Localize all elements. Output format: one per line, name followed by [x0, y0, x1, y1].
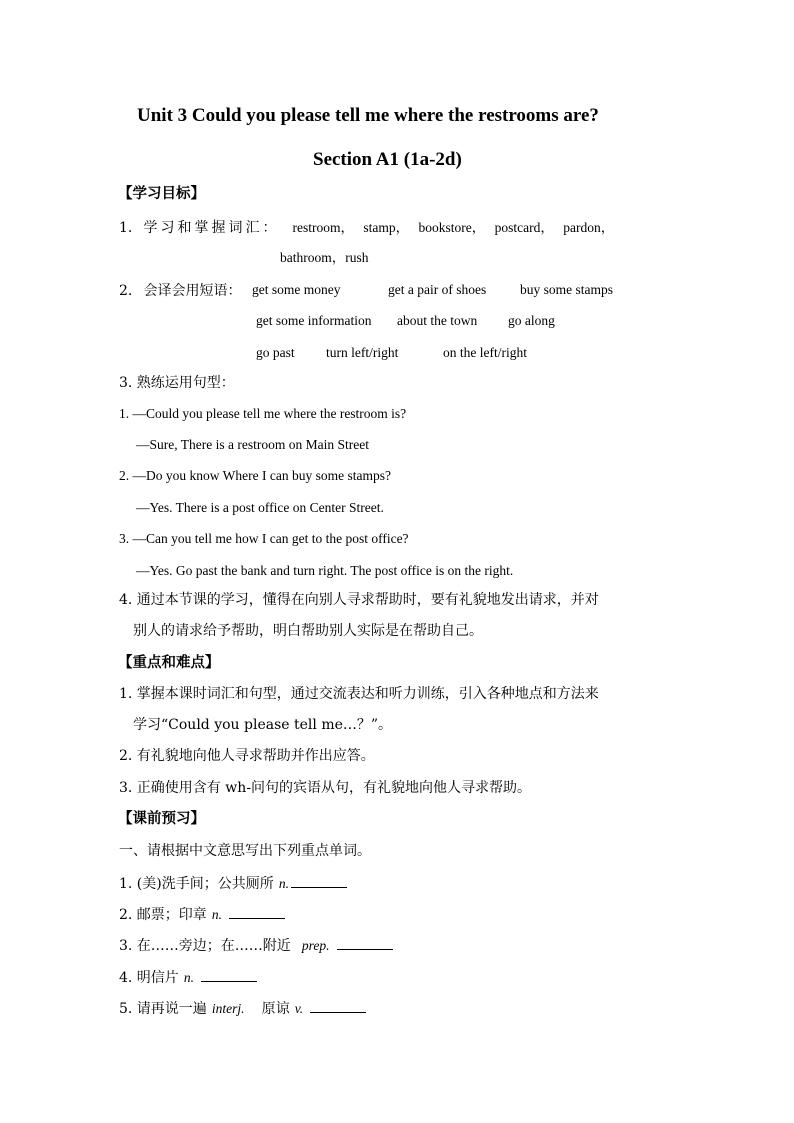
preview-item-5-pos-2: v. [294, 1001, 304, 1016]
answer-blank-3[interactable] [337, 937, 393, 950]
goal-2 [119, 282, 241, 298]
phrase-turn-left-right: turn left/right [326, 345, 399, 360]
goals-heading: 【学习目标】 [118, 185, 205, 202]
preview-item-4-text: 4. 明信片 [119, 970, 179, 986]
section-subtitle: Section A1 (1a-2d) [313, 149, 462, 170]
sentence-3-question: 3. —Can you tell me how I can get to the post office? [119, 531, 409, 546]
phrase-get-some-information: get some information [256, 313, 372, 328]
answer-blank-2[interactable] [229, 906, 285, 919]
phrase-go-along: go along [508, 313, 555, 328]
phrase-on-the-left-right: on the left/right [443, 345, 527, 360]
preview-item-3 [119, 937, 393, 953]
preview-item-3-pos: prep. [301, 938, 330, 953]
preview-item-1 [119, 875, 347, 891]
phrase-buy-some-stamps: buy some stamps [520, 282, 613, 297]
key-point-2: 2. 有礼貌地向他人寻求帮助并作出应答。 [119, 748, 375, 764]
goal-2-label: 会译会用短语： [143, 283, 242, 299]
phrase-about-the-town: about the town [397, 313, 478, 328]
answer-blank-1[interactable] [291, 875, 347, 888]
key-point-1-line-2: 学习“Could you please tell me…？”。 [133, 717, 393, 733]
preview-item-1-text: 1. (美)洗手间；公共厕所 [119, 876, 274, 892]
sentence-2-question: 2. —Do you know Where I can buy some stamps? [119, 468, 391, 483]
answer-blank-5[interactable] [310, 1000, 366, 1013]
preview-item-3-text: 3. 在……旁边；在……附近 [119, 938, 291, 954]
goal-2-number: 2. [119, 283, 133, 299]
phrase-get-some-money: get some money [252, 282, 341, 297]
preview-intro: 一、请根据中文意思写出下列重点单词。 [119, 843, 371, 859]
key-point-3: 3. 正确使用含有 wh-问句的宾语从句，有礼貌地向他人寻求帮助。 [119, 780, 531, 796]
preview-item-5-text: 5. 请再说一遍 [119, 1001, 207, 1017]
preview-item-2-pos: n. [211, 907, 223, 922]
goal-1-number: 1. [119, 220, 133, 236]
preview-item-5-text-2: 原谅 [261, 1001, 290, 1017]
goal-3: 3. 熟练运用句型： [119, 375, 235, 391]
phrase-go-past: go past [256, 345, 295, 360]
goal-1-words-cont: bathroom，rush [280, 250, 369, 265]
goal-1-label: 学习和掌握词汇： [143, 220, 280, 236]
sentence-1-answer: —Sure, There is a restroom on Main Street [136, 437, 369, 452]
preview-heading: 【课前预习】 [118, 810, 205, 827]
preview-item-2-text: 2. 邮票；印章 [119, 907, 207, 923]
goal-4-line-2: 别人的请求给予帮助，明白帮助别人实际是在帮助自己。 [133, 623, 483, 639]
preview-item-5-pos: interj. [211, 1001, 245, 1016]
answer-blank-4[interactable] [201, 969, 257, 982]
preview-item-2 [119, 906, 285, 922]
goal-1 [119, 219, 614, 235]
document-title: Unit 3 Could you please tell me where the restrooms are? [137, 105, 599, 126]
preview-item-1-pos: n. [278, 876, 289, 891]
phrase-get-a-pair-of-shoes: get a pair of shoes [388, 282, 487, 297]
sentence-2-answer: —Yes. There is a post office on Center Street. [136, 500, 384, 515]
sentence-1-question: 1. —Could you please tell me where the restroom is? [119, 406, 407, 421]
key-points-heading: 【重点和难点】 [118, 654, 220, 671]
preview-item-5 [119, 1000, 366, 1016]
goal-1-words: restroom， stamp， bookstore， postcard， pardon， [292, 220, 615, 235]
key-point-1-line-1: 1. 掌握本课时词汇和句型，通过交流表达和听力训练，引入各种地点和方法来 [119, 686, 599, 702]
sentence-3-answer: —Yes. Go past the bank and turn right. The post office is on the right. [136, 563, 514, 578]
goal-4-line-1: 4. 通过本节课的学习，懂得在向别人寻求帮助时，要有礼貌地发出请求，并对 [119, 592, 599, 608]
preview-item-4-pos: n. [183, 970, 195, 985]
preview-item-4 [119, 969, 257, 985]
